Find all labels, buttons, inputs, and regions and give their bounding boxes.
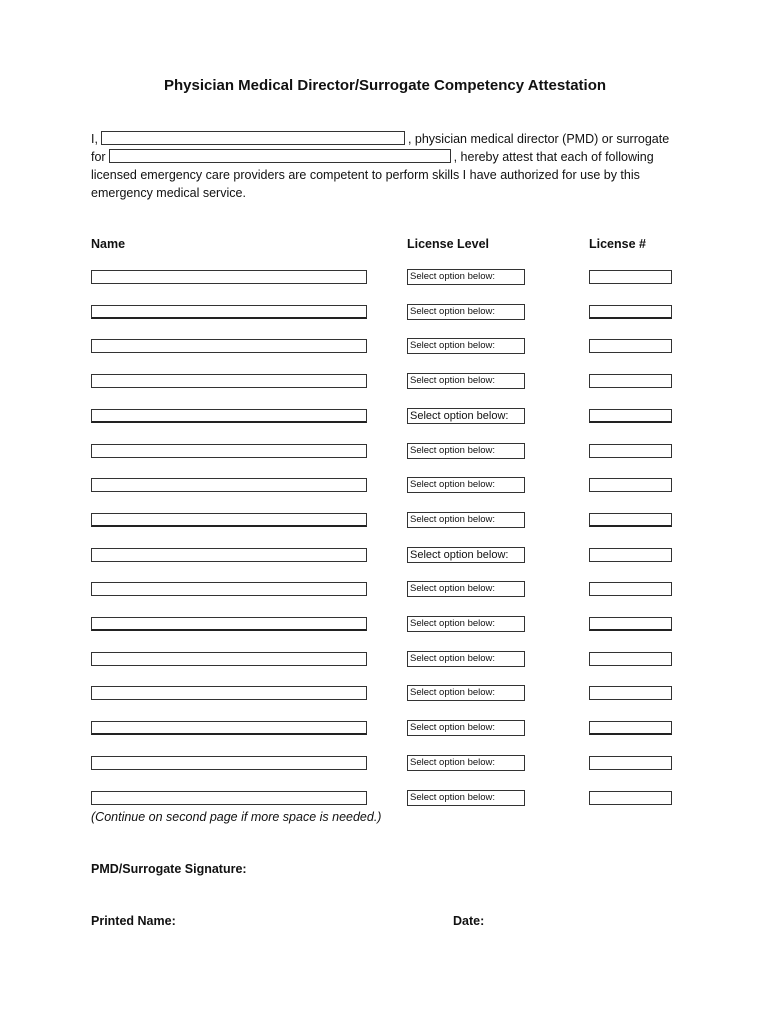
license-level-select[interactable]: Select option below:: [407, 443, 525, 459]
intro-line-4: emergency medical service.: [91, 186, 246, 200]
license-number-field[interactable]: [589, 444, 672, 458]
intro-line-1: [91, 130, 669, 148]
license-number-field[interactable]: [589, 721, 672, 735]
license-number-field[interactable]: [589, 409, 672, 423]
date-label: Date:: [453, 914, 485, 928]
license-level-select[interactable]: Select option below:: [407, 581, 525, 597]
provider-name-field[interactable]: [91, 305, 367, 319]
provider-name-field[interactable]: [91, 444, 367, 458]
license-number-field[interactable]: [589, 756, 672, 770]
license-level-select[interactable]: Select option below:: [407, 338, 525, 354]
provider-name-field[interactable]: [91, 756, 367, 770]
license-level-select[interactable]: Select option below:: [407, 755, 525, 771]
license-number-field[interactable]: [589, 513, 672, 527]
license-number-field[interactable]: [589, 374, 672, 388]
for-prefix: for: [91, 150, 106, 164]
provider-name-field[interactable]: [91, 548, 367, 562]
provider-name-field[interactable]: [91, 339, 367, 353]
continue-note: (Continue on second page if more space is needed.): [91, 810, 382, 824]
provider-name-field[interactable]: [91, 374, 367, 388]
license-level-select[interactable]: Select option below:: [407, 720, 525, 736]
license-number-field[interactable]: [589, 478, 672, 492]
provider-name-field[interactable]: [91, 652, 367, 666]
provider-name-field[interactable]: [91, 791, 367, 805]
license-level-select[interactable]: Select option below:: [407, 269, 525, 285]
license-number-field[interactable]: [589, 305, 672, 319]
license-level-select[interactable]: Select option below:: [407, 373, 525, 389]
license-number-field[interactable]: [589, 582, 672, 596]
intro-line2-suffix: , hereby attest that each of following: [453, 150, 654, 164]
license-level-select[interactable]: Select option below:: [407, 790, 525, 806]
intro-line-3: licensed emergency care providers are competent to perform skills I have authorized for use by this: [91, 168, 640, 182]
license-number-field[interactable]: [589, 339, 672, 353]
provider-name-field[interactable]: [91, 513, 367, 527]
license-level-select[interactable]: Select option below:: [407, 547, 525, 563]
license-level-select[interactable]: Select option below:: [407, 408, 525, 424]
license-level-column-header: License Level: [407, 237, 489, 251]
license-number-field[interactable]: [589, 686, 672, 700]
signature-label: PMD/Surrogate Signature:: [91, 862, 247, 876]
intro-line1-suffix: , physician medical director (PMD) or surrogate: [407, 132, 670, 146]
license-level-select[interactable]: Select option below:: [407, 685, 525, 701]
provider-name-field[interactable]: [91, 617, 367, 631]
license-level-select[interactable]: Select option below:: [407, 651, 525, 667]
intro-line-2: [91, 148, 654, 166]
provider-name-field[interactable]: [91, 686, 367, 700]
license-number-field[interactable]: [589, 791, 672, 805]
service-name-field[interactable]: [109, 149, 451, 163]
name-column-header: Name: [91, 237, 126, 251]
pmd-name-field[interactable]: [101, 131, 405, 145]
license-level-select[interactable]: Select option below:: [407, 477, 525, 493]
license-number-field[interactable]: [589, 617, 672, 631]
provider-name-field[interactable]: [91, 478, 367, 492]
license-number-field[interactable]: [589, 548, 672, 562]
license-level-select[interactable]: Select option below:: [407, 616, 525, 632]
i-prefix: I,: [91, 132, 98, 146]
license-level-select[interactable]: Select option below:: [407, 304, 525, 320]
provider-name-field[interactable]: [91, 582, 367, 596]
page-title: Physician Medical Director/Surrogate Competency Attestation: [163, 77, 607, 94]
license-number-field[interactable]: [589, 270, 672, 284]
printed-name-label: Printed Name:: [91, 914, 176, 928]
license-number-field[interactable]: [589, 652, 672, 666]
provider-name-field[interactable]: [91, 721, 367, 735]
provider-name-field[interactable]: [91, 409, 367, 423]
license-number-column-header: License #: [589, 237, 646, 251]
license-level-select[interactable]: Select option below:: [407, 512, 525, 528]
provider-name-field[interactable]: [91, 270, 367, 284]
